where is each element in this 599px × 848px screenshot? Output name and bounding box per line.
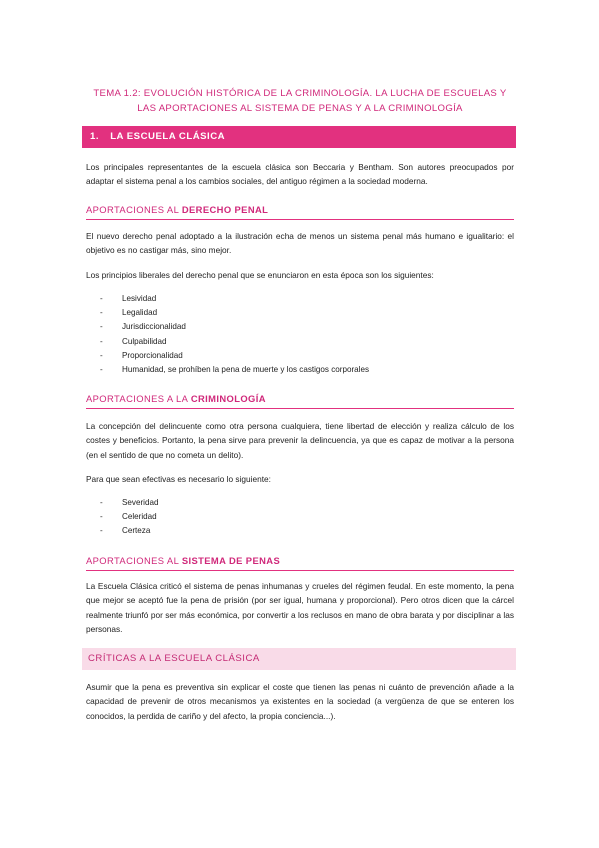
list-item: - Jurisdiccionalidad <box>100 322 186 332</box>
subheading-prefix: APORTACIONES AL <box>86 204 182 215</box>
criminologia-paragraph-2: Para que sean efectivas es necesario lo siguiente: <box>86 474 271 484</box>
derecho-penal-paragraph-1: El nuevo derecho penal adoptado a la ilustración echa de menos un sistema penal más humano e igualitario: el objetivo es no castigar más, sino mejor. <box>86 231 514 256</box>
criticas-paragraph: Asumir que la pena es preventiva sin explicar el coste que tienen las penas ni cuánto de prevención añade a la capacidad de prevenir de otros mecanismos ya existentes en la sociedad (a vergüenza de que se enteren los conocidos, la perdida de cariño y del afecto, la propia conciencia...). <box>86 682 514 721</box>
subheading-emphasis: DERECHO PENAL <box>181 204 269 215</box>
subheading-prefix: APORTACIONES A LA <box>86 393 191 404</box>
section-label: LA ESCUELA CLÁSICA <box>110 131 226 142</box>
subheading-emphasis: SISTEMA DE PENAS <box>181 555 281 566</box>
subheading-criminologia <box>86 393 514 409</box>
list-item: - Certeza <box>100 526 151 536</box>
section-number: 1. <box>90 131 100 142</box>
intro-paragraph: Los principales representantes de la escuela clásica son Beccaria y Bentham. Son autores preocupados por adaptar el sistema penal a los cambios sociales, del antiguo régimen a la sociedad moderna. <box>86 162 514 187</box>
list-item: - Severidad <box>100 498 159 507</box>
sistema-penas-paragraph: La Escuela Clásica criticó el sistema de penas inhumanas y crueles del régimen feudal. En este momento, la pena que mejor se aceptó fue la pena de prisión (por ser igual, humana y proporcional). Pero otros dicen que la cárcel realmente triunfó por ser más económica, por convertir a los reclusos en mano de obra barata y por disciplinar a las personas. <box>86 581 514 634</box>
section-header-escuela-clasica <box>82 126 516 148</box>
efectividad-list <box>100 496 158 539</box>
subheading-prefix: APORTACIONES AL <box>86 555 182 566</box>
subheading-emphasis: CRIMINOLOGÍA <box>190 393 266 404</box>
principios-list <box>100 292 369 377</box>
list-item: - Humanidad, se prohíben la pena de muerte y los castigos corporales <box>100 365 370 375</box>
list-item: - Proporcionalidad <box>100 350 183 360</box>
title-line-2: LAS APORTACIONES AL SISTEMA DE PENAS Y A LA CRIMINOLOGÍA <box>137 103 463 114</box>
page-title <box>80 86 520 116</box>
subheading-sistema-penas <box>86 555 514 571</box>
list-item: - Lesividad <box>100 294 157 303</box>
criminologia-paragraph-1: La concepción del delincuente como otra persona cualquiera, tiene libertad de elección y realiza cálculo de los costes y beneficios. Portanto, la pena sirve para prevenir la delincuencia, ya que es capaz de motivar a la persona (en el sentido de que no cometa un delito). <box>86 421 514 460</box>
subheading-derecho-penal <box>86 204 514 220</box>
list-item: - Culpabilidad <box>100 336 167 346</box>
section-header-criticas: CRÍTICAS A LA ESCUELA CLÁSICA <box>82 648 516 670</box>
derecho-penal-paragraph-2: Los principios liberales del derecho penal que se enunciaron en esta época son los siguientes: <box>86 270 434 280</box>
list-item: - Legalidad <box>100 308 158 318</box>
list-item: - Celeridad <box>100 512 157 522</box>
title-line-1: TEMA 1.2: EVOLUCIÓN HISTÓRICA DE LA CRIMINOLOGÍA. LA LUCHA DE ESCUELAS Y <box>93 88 507 99</box>
